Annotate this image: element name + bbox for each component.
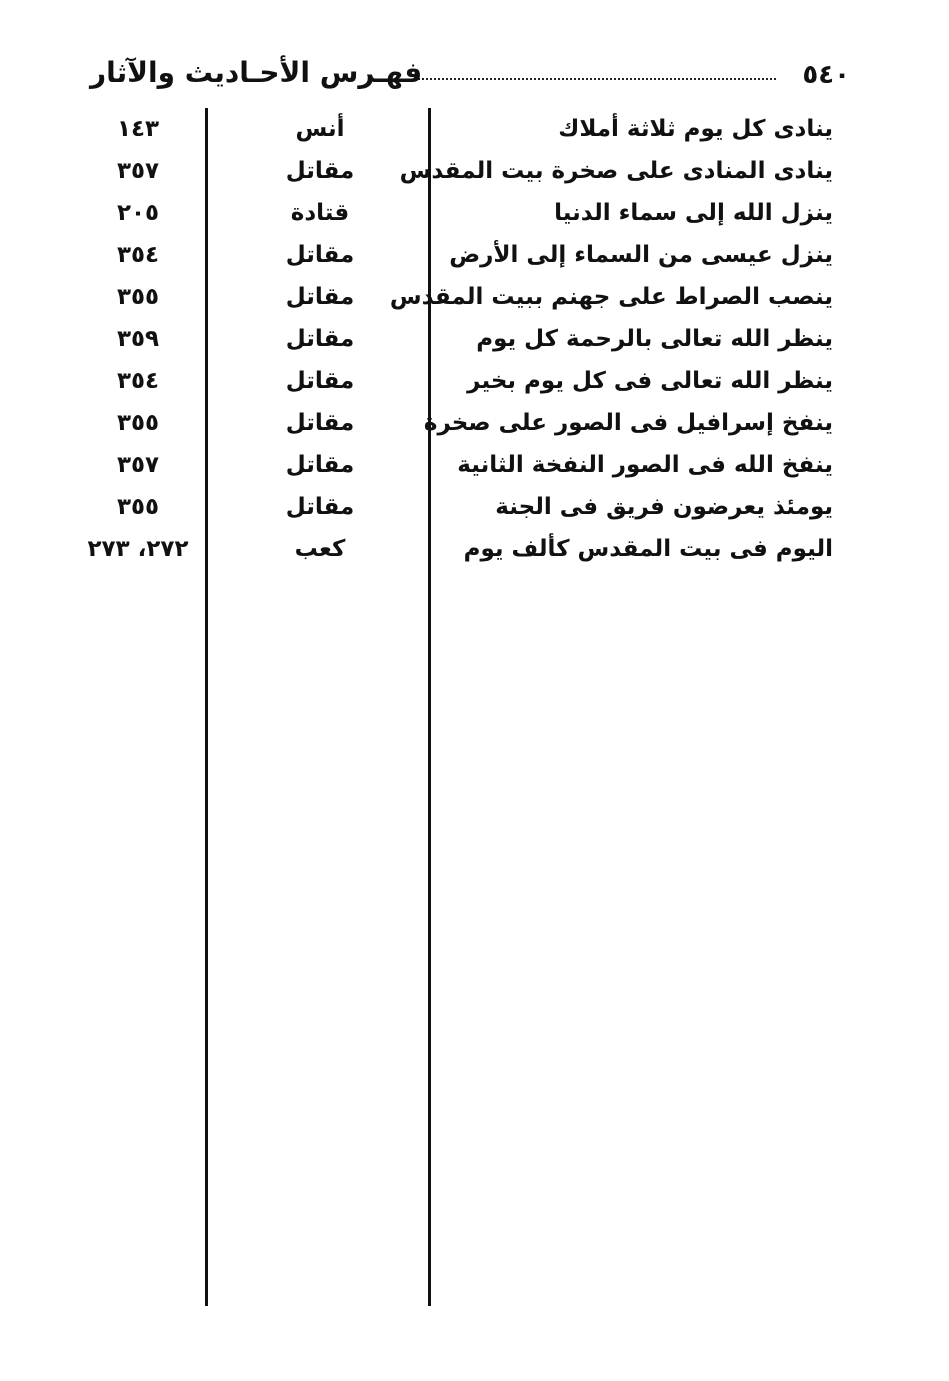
hadith-text: ينادى كل يوم ثلاثة أملاك — [558, 116, 833, 142]
page-reference: ٣٥٥ — [116, 494, 160, 520]
narrator-name: مقاتل — [285, 452, 355, 478]
narrator-name: مقاتل — [285, 158, 355, 184]
page-reference: ١٤٣ — [116, 116, 160, 142]
index-entry — [0, 530, 949, 572]
page-reference: ٣٥٩ — [116, 326, 160, 352]
narrator-name: مقاتل — [285, 284, 355, 310]
page-reference: ٢٠٥ — [116, 200, 160, 226]
hadith-text: ينفخ إسرافيل فى الصور على صخرة — [423, 410, 833, 436]
page-reference: ٣٥٥ — [116, 284, 160, 310]
hadith-text: ينصب الصراط على جهنم ببيت المقدس — [389, 284, 833, 310]
index-entry — [0, 236, 949, 278]
page-header — [90, 56, 850, 96]
hadith-text: ينفخ الله فى الصور النفخة الثانية — [457, 452, 833, 478]
index-entry — [0, 362, 949, 404]
page-number: ٥٤٠ — [802, 60, 850, 90]
page-reference: ٢٧٢، ٢٧٣ — [87, 536, 189, 562]
page-reference: ٣٥٤ — [116, 368, 160, 394]
narrator-name: قتادة — [290, 200, 350, 226]
narrator-name: كعب — [294, 536, 346, 562]
page-reference: ٣٥٥ — [116, 410, 160, 436]
index-entry — [0, 320, 949, 362]
narrator-name: أنس — [295, 116, 345, 142]
header-dotted-leader — [418, 78, 776, 80]
index-entry — [0, 404, 949, 446]
index-entry — [0, 446, 949, 488]
hadith-text: ينظر الله تعالى بالرحمة كل يوم — [476, 326, 833, 352]
hadith-text: يومئذ يعرضون فريق فى الجنة — [495, 494, 833, 520]
hadith-text: اليوم فى بيت المقدس كألف يوم — [463, 536, 833, 562]
hadith-text: ينزل عيسى من السماء إلى الأرض — [449, 242, 833, 268]
narrator-name: مقاتل — [285, 242, 355, 268]
index-entry — [0, 278, 949, 320]
index-entry — [0, 488, 949, 530]
hadith-text: ينظر الله تعالى فى كل يوم بخير — [467, 368, 833, 394]
index-entry — [0, 110, 949, 152]
page-reference: ٣٥٤ — [116, 242, 160, 268]
index-entries — [0, 110, 949, 572]
hadith-text: ينزل الله إلى سماء الدنيا — [554, 200, 833, 226]
page-reference: ٣٥٧ — [116, 452, 160, 478]
index-entry — [0, 194, 949, 236]
narrator-name: مقاتل — [285, 410, 355, 436]
narrator-name: مقاتل — [285, 368, 355, 394]
hadith-text: ينادى المنادى على صخرة بيت المقدس — [399, 158, 833, 184]
page-title: فهـرس الأحـاديث والآثار — [90, 56, 423, 89]
page-reference: ٣٥٧ — [116, 158, 160, 184]
index-entry — [0, 152, 949, 194]
narrator-name: مقاتل — [285, 326, 355, 352]
narrator-name: مقاتل — [285, 494, 355, 520]
